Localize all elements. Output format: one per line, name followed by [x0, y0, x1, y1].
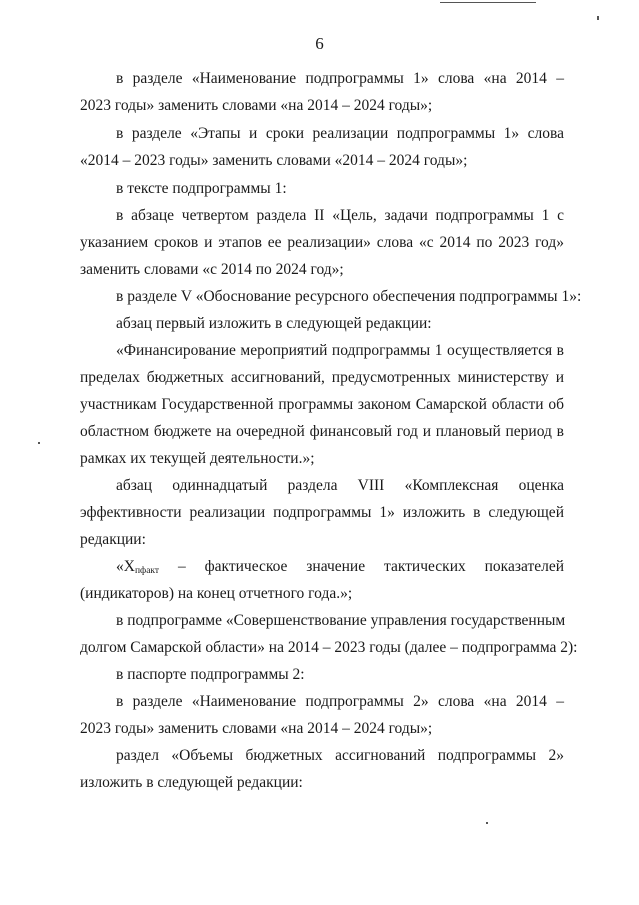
text-line: «2014 – 2023 годы» заменить словами «2014 – 2024 годы»; — [80, 152, 468, 169]
text-line: в разделе «Наименование подпрограммы 1» слова «на 2014 – — [116, 70, 564, 87]
text-line: в абзаце четвертом раздела II «Цель, задачи подпрограммы 1 с — [116, 207, 564, 224]
page-number: 6 — [315, 34, 324, 53]
text-line: указанием сроков и этапов ее реализации» слова «с 2014 по 2023 год» — [80, 234, 564, 251]
text-line: раздел «Объемы бюджетных ассигнований подпрограммы 2» — [116, 747, 564, 764]
text-line: 2023 годы» заменить словами «на 2014 – 2024 годы»; — [80, 97, 433, 114]
text-line: абзац первый изложить в следующей редакции: — [116, 315, 432, 332]
scan-mark — [440, 2, 536, 3]
formula-symbol: «X — [116, 558, 135, 575]
text-line: в разделе «Наименование подпрограммы 2» слова «на 2014 – — [116, 693, 564, 710]
text-line: в паспорте подпрограммы 2: — [116, 666, 305, 683]
text-line: областном бюджете на очередной финансовый год и плановый период в — [80, 423, 564, 440]
scan-mark — [38, 442, 40, 444]
scan-mark — [486, 822, 488, 824]
text-line: рамках их текущей деятельности.»; — [80, 450, 315, 467]
text-line: в тексте подпрограммы 1: — [116, 180, 287, 197]
text-line: в подпрограмме «Совершенствование управления государственным — [116, 612, 566, 629]
text-line: (индикаторов) на конец отчетного года.»; — [80, 585, 353, 602]
text-line: изложить в следующей редакции: — [80, 774, 303, 791]
text-line: пределах бюджетных ассигнований, предусмотренных министерству и — [80, 369, 564, 386]
formula-definition: – фактическое значение тактических показателей — [177, 558, 565, 575]
text-line: «Финансирование мероприятий подпрограммы 1 осуществляется в — [116, 342, 564, 359]
text-line: участникам Государственной программы законом Самарской области об — [80, 396, 564, 413]
text-line: в разделе «Этапы и сроки реализации подпрограммы 1» слова — [116, 125, 564, 142]
text-line-formula — [116, 558, 564, 580]
formula-subscript: пфакт — [134, 566, 160, 576]
text-line: редакции: — [80, 531, 146, 548]
scan-mark — [597, 16, 599, 20]
text-line: долгом Самарской области» на 2014 – 2023 годы (далее – подпрограмма 2): — [80, 639, 578, 656]
text-line: заменить словами «с 2014 по 2024 год»; — [80, 261, 344, 278]
text-line: 2023 годы» заменить словами «на 2014 – 2024 годы»; — [80, 720, 433, 737]
text-line: абзац одиннадцатый раздела VIII «Комплексная оценка — [116, 477, 564, 494]
text-line: в разделе V «Обоснование ресурсного обеспечения подпрограммы 1»: — [116, 288, 582, 305]
text-line: эффективности реализации подпрограммы 1» изложить в следующей — [80, 504, 564, 521]
